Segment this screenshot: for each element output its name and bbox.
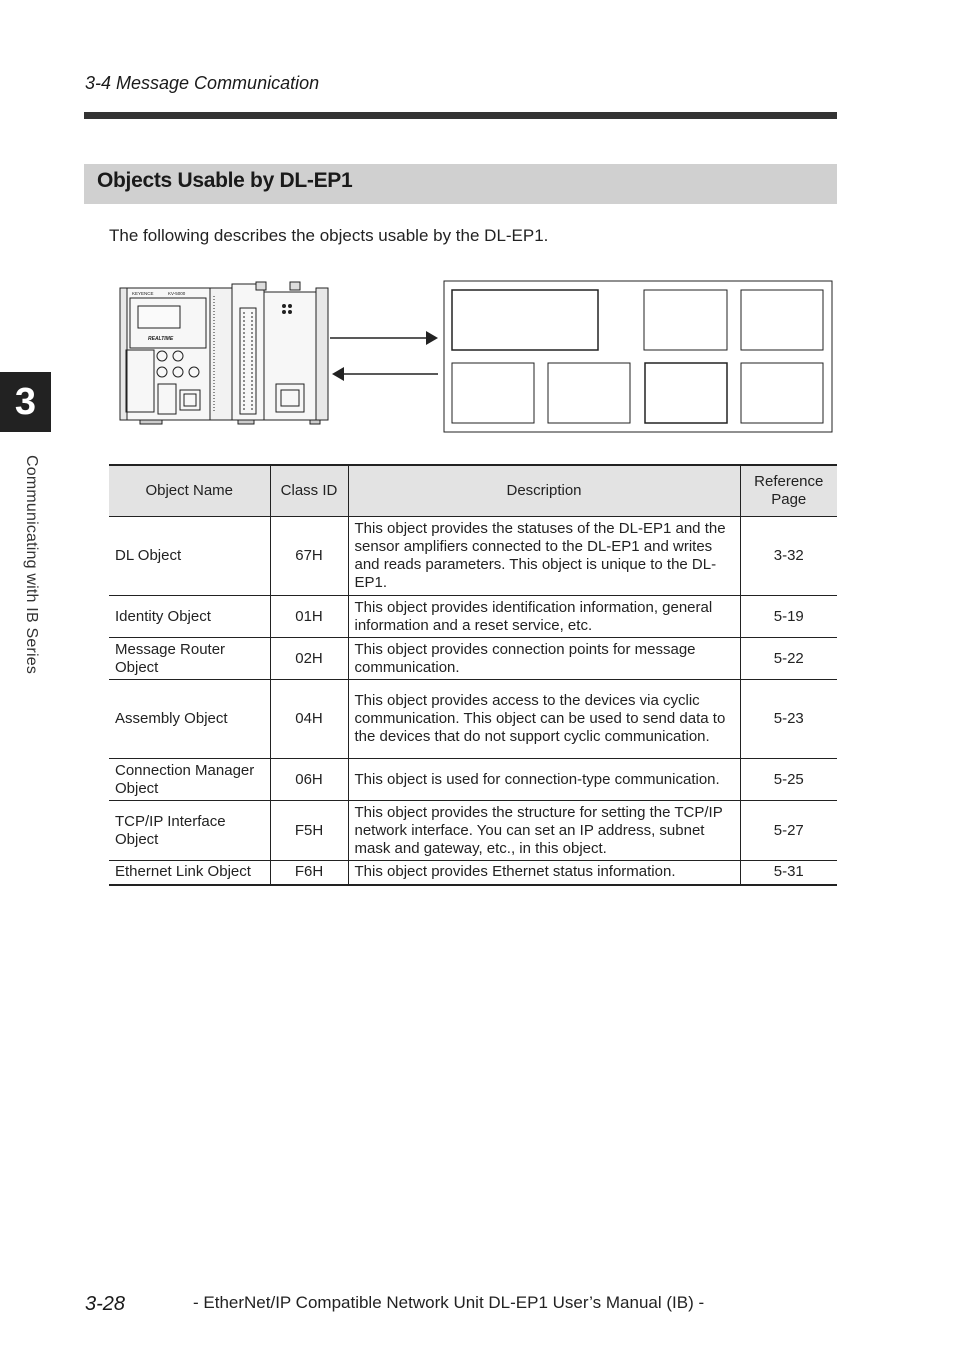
- manual-title: - EtherNet/IP Compatible Network Unit DL-EP1 User’s Manual (IB) -: [193, 1293, 705, 1312]
- class-id: F5H: [270, 801, 348, 861]
- object-name: Connection Manager Object: [109, 759, 270, 801]
- class-id: 02H: [270, 638, 348, 680]
- reference-page: 5-22: [740, 638, 837, 680]
- reference-page: 3-32: [740, 517, 837, 596]
- table-row: [109, 861, 837, 885]
- col-header-reference-page: Reference Page: [740, 465, 837, 517]
- table-row: [109, 680, 837, 759]
- class-id: 67H: [270, 517, 348, 596]
- object-description: This object is used for connection-type communication.: [348, 759, 740, 801]
- table-row: [109, 596, 837, 638]
- plc-brand-label: KEYENCE: [132, 291, 154, 296]
- class-id: 06H: [270, 759, 348, 801]
- reference-page: 5-23: [740, 680, 837, 759]
- table-row: [109, 638, 837, 680]
- header-rule: [84, 112, 837, 119]
- class-id: 01H: [270, 596, 348, 638]
- section-title-bar: [84, 164, 837, 204]
- chapter-side-label: Communicating with IB Series: [23, 455, 40, 675]
- reference-page: 5-25: [740, 759, 837, 801]
- chapter-tab: [0, 372, 51, 432]
- objects-table: [109, 464, 837, 886]
- reference-page: 5-27: [740, 801, 837, 861]
- reference-page: 5-31: [740, 861, 837, 885]
- object-description: This object provides the structure for setting the TCP/IP network interface. You can set an IP address, subnet mask and gateway, etc., in this object.: [348, 801, 740, 861]
- table-row: [109, 517, 837, 596]
- intro-text: The following describes the objects usable by the DL-EP1.: [109, 226, 549, 245]
- table-row: [109, 801, 837, 861]
- reference-page: 5-19: [740, 596, 837, 638]
- page-title: Objects Usable by DL-EP1: [97, 169, 353, 192]
- object-name: TCP/IP Interface Object: [109, 801, 270, 861]
- col-header-object-name: Object Name: [109, 465, 270, 517]
- section-header: 3-4 Message Communication: [85, 73, 320, 93]
- object-name: Message Router Object: [109, 638, 270, 680]
- class-id: 04H: [270, 680, 348, 759]
- arrow-left: [332, 367, 438, 381]
- system-diagram: [110, 278, 835, 436]
- object-description: This object provides Ethernet status information.: [348, 861, 740, 885]
- page-number: 3-28: [85, 1293, 126, 1315]
- plc-model-label: KV-5000: [168, 291, 186, 296]
- table-row: [109, 759, 837, 801]
- plc-hardware-illustration: [120, 282, 328, 424]
- col-header-description: Description: [348, 465, 740, 517]
- object-description: This object provides connection points for message communication.: [348, 638, 740, 680]
- object-name: DL Object: [109, 517, 270, 596]
- object-name: Assembly Object: [109, 680, 270, 759]
- table-header-row: [109, 465, 837, 517]
- object-description: This object provides identification information, general information and a reset service, etc.: [348, 596, 740, 638]
- object-name: Identity Object: [109, 596, 270, 638]
- plc-logo-label: REALTIME: [148, 336, 174, 342]
- class-id: F6H: [270, 861, 348, 885]
- object-description: This object provides the statuses of the DL-EP1 and the sensor amplifiers connected to the DL-EP1 and writes and reads parameters. This object is unique to the DL-EP1.: [348, 517, 740, 596]
- col-header-class-id: Class ID: [270, 465, 348, 517]
- object-block-diagram: [444, 281, 832, 432]
- object-name: Ethernet Link Object: [109, 861, 270, 885]
- chapter-number: 3: [14, 381, 37, 423]
- object-description: This object provides access to the devices via cyclic communication. This object can be used to send data to the devices that do not support cyclic communication.: [348, 680, 740, 759]
- arrow-right: [330, 331, 438, 345]
